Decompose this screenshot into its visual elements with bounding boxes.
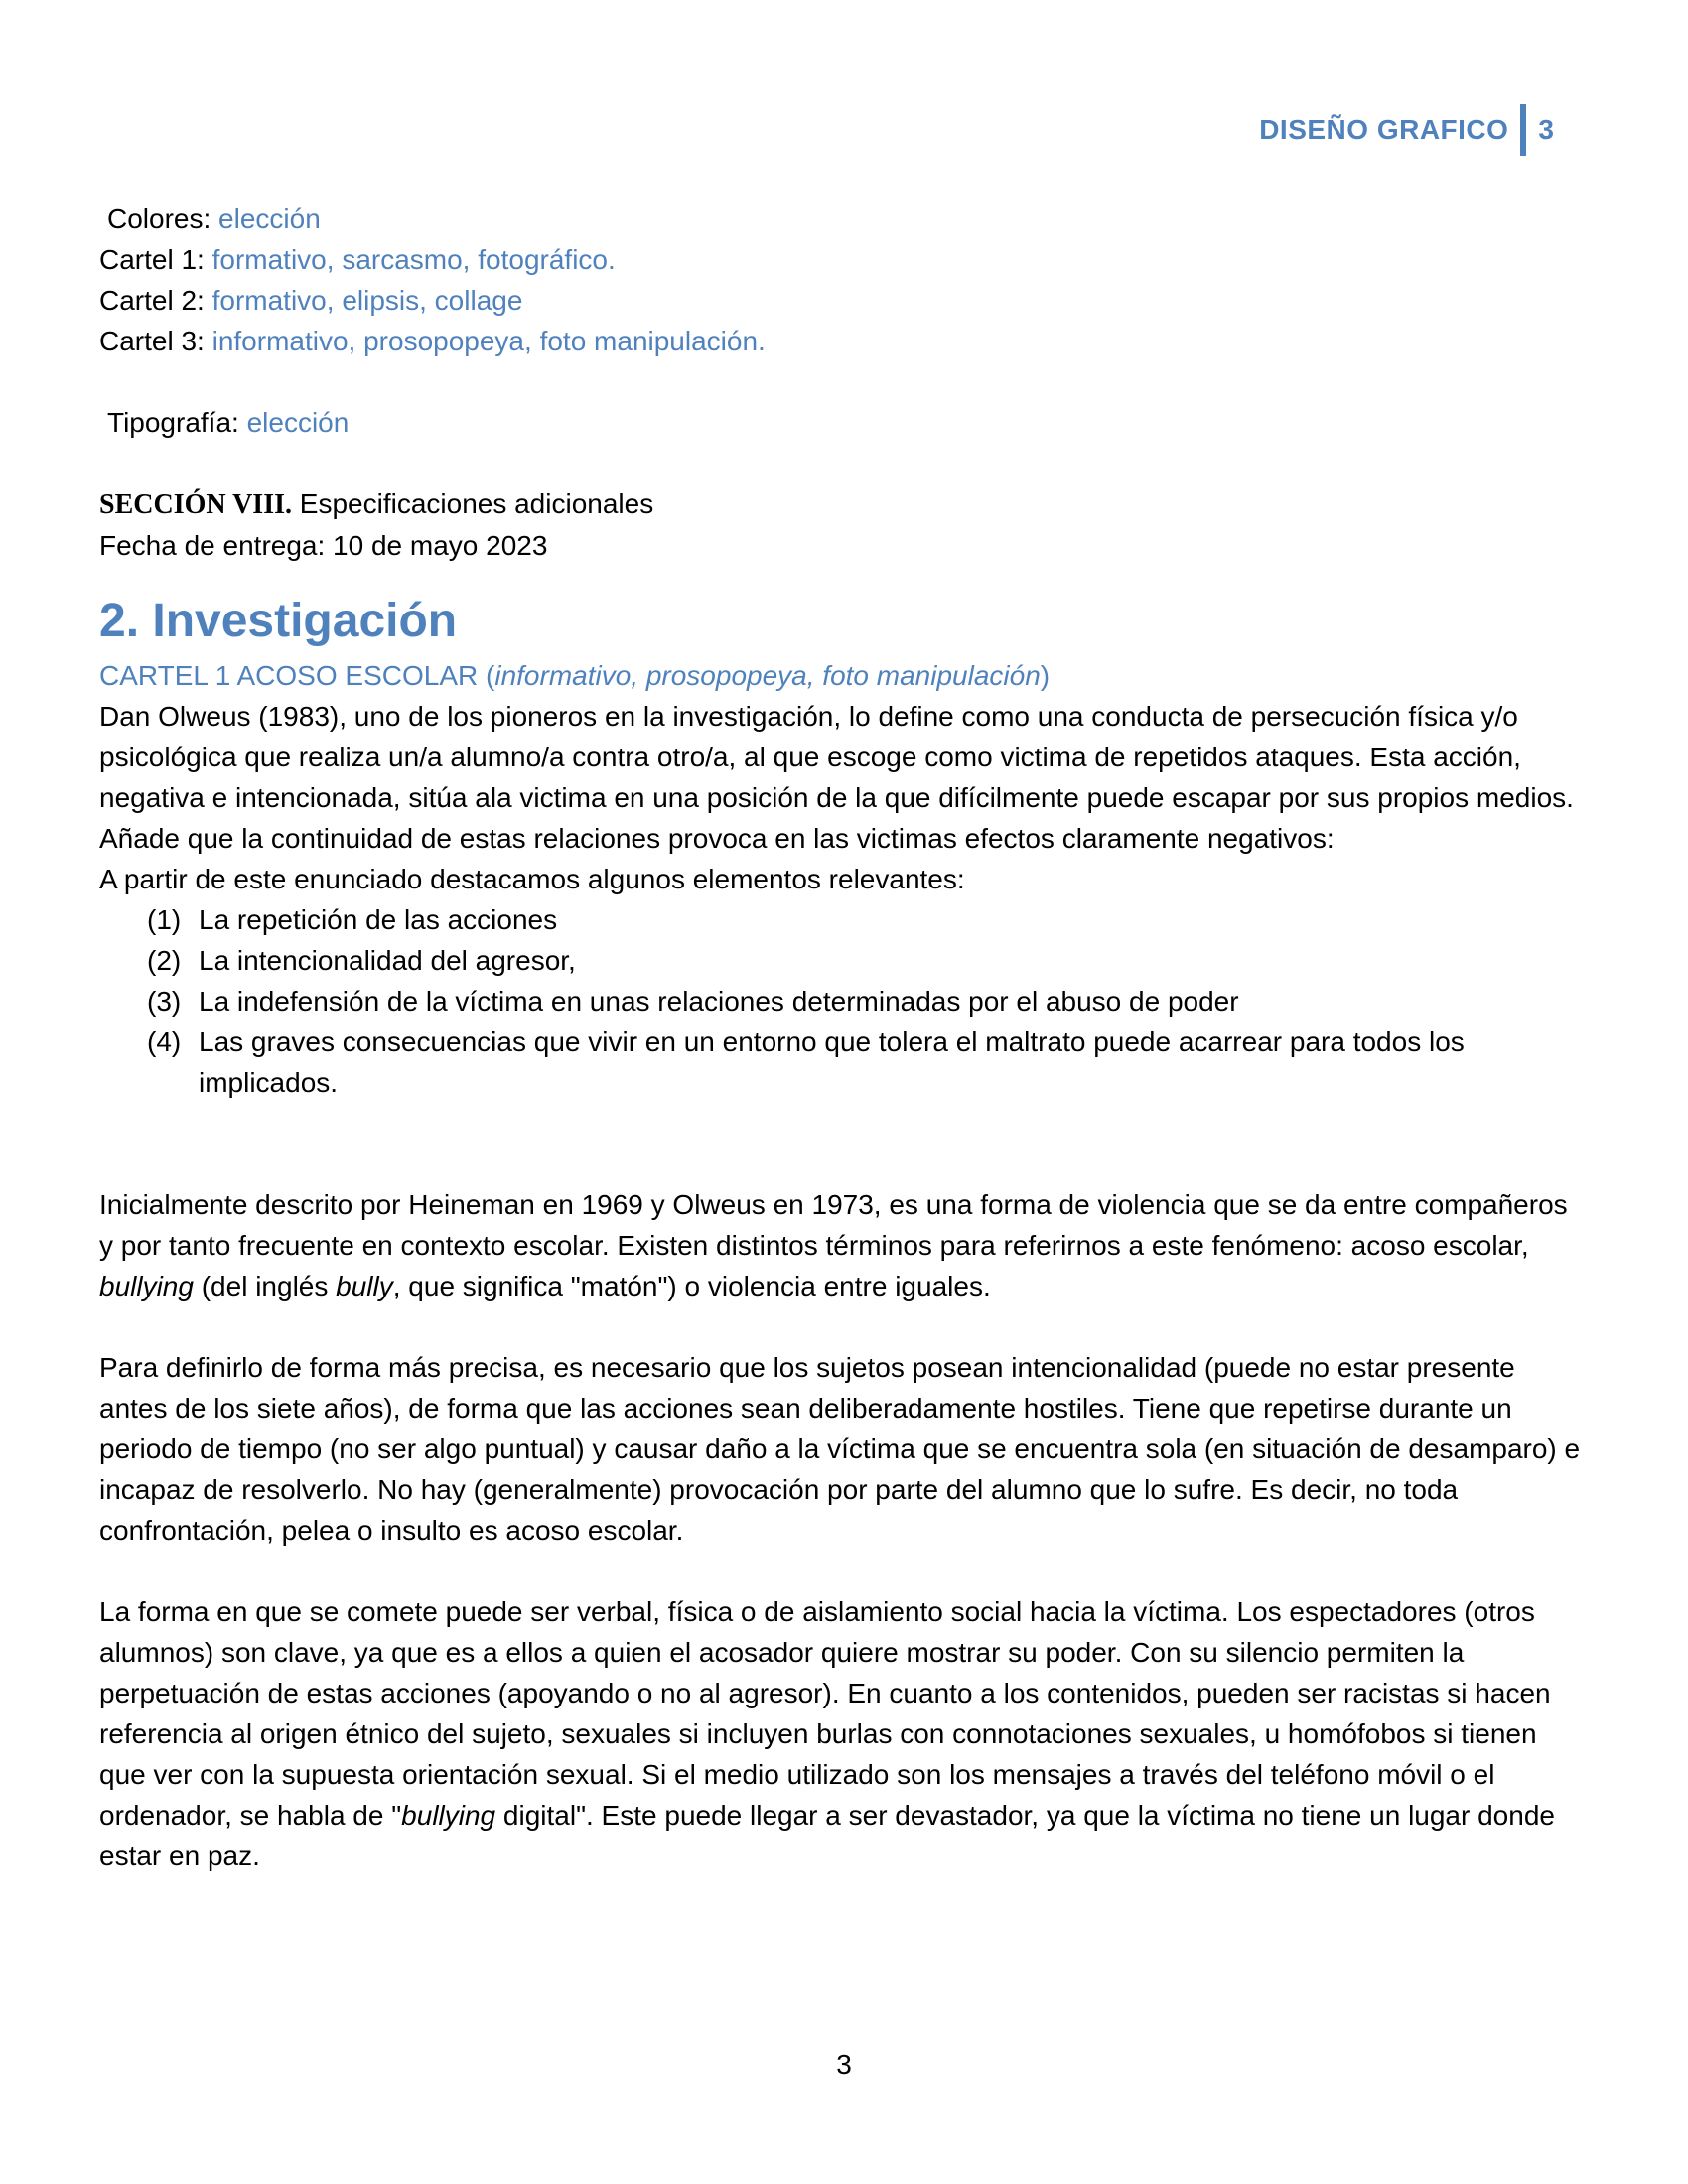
list-item: [99, 1022, 1589, 1103]
spec-tipografia: [99, 402, 1589, 443]
spec-value: formativo, elipsis, collage: [211, 285, 523, 316]
spacer: [99, 361, 1589, 402]
spec-value: informativo, prosopopeya, foto manipulación.: [211, 326, 766, 356]
header-page-number: 3: [1538, 114, 1554, 145]
spec-label: Colores:: [107, 204, 211, 234]
list-number: (4): [147, 1026, 182, 1057]
spec-label: Cartel 3:: [99, 326, 205, 356]
spec-label: Cartel 2:: [99, 285, 205, 316]
paragraph-2: [99, 1184, 1589, 1306]
spacer: [99, 1144, 1589, 1184]
list-item: [99, 940, 1589, 981]
list-number: (3): [147, 986, 182, 1017]
spec-cartel-3: [99, 321, 1589, 361]
footer-page-number: 3: [836, 2049, 852, 2080]
section-8-title: [99, 483, 1589, 525]
spec-value: elección: [246, 407, 350, 438]
spec-label: Tipografía:: [107, 407, 239, 438]
document-body: [99, 199, 1589, 1876]
subheading-text: CARTEL 1 ACOSO ESCOLAR (: [99, 660, 495, 691]
paragraph-4: [99, 1591, 1589, 1876]
spec-label: Cartel 1:: [99, 244, 205, 275]
paragraph-3: Para definirlo de forma más precisa, es necesario que los sujetos posean intencionalidad (puede no estar presente antes de los siete años), de forma que las acciones sean deliberadamente hostiles. Tiene que repetirse durante un periodo de tiempo (no ser algo puntual) y causar daño a la víctima que se encuentra sola (en situación de desamparo) e incapaz de resolverlo. No hay (generalmente) provocación por parte del alumno que lo sufre. Es decir, no toda confrontación, pelea o insulto es acoso escolar.: [99, 1352, 1581, 1546]
page-header: [1259, 105, 1554, 155]
list-number: (2): [147, 945, 182, 976]
spacer: [99, 1551, 1589, 1591]
spec-cartel-2: [99, 280, 1589, 321]
list-intro: A partir de este enunciado destacamos algunos elementos relevantes:: [99, 864, 965, 894]
paragraph-1: Dan Olweus (1983), uno de los pioneros en la investigación, lo define como una conducta de persecución física y/o psicológica que realiza un/a alumno/a contra otro/a, al que escoge como victima de repetidos ataques. Esta acción, negativa e intencionada, sitúa ala victima en una posición de la que difícilmente puede escapar por sus propios medios. Añade que la continuidad de estas relaciones provoca en las victimas efectos claramente negativos:: [99, 701, 1574, 854]
list-item: [99, 899, 1589, 940]
list-text: La indefensión de la víctima en unas relaciones determinadas por el abuso de poder: [199, 986, 1239, 1017]
spacer: [99, 1103, 1589, 1144]
numbered-list: [99, 899, 1589, 1103]
header-divider: [1520, 104, 1526, 156]
list-number: (1): [147, 904, 182, 935]
spec-colores: [99, 199, 1589, 239]
spacer: [99, 443, 1589, 483]
spec-value: formativo, sarcasmo, fotográfico.: [211, 244, 616, 275]
subheading-italic: informativo, prosopopeya, foto manipulación: [494, 660, 1041, 691]
text-run: digital". Este puede llegar a ser devastador, ya que la víctima no tiene un lugar donde estar en paz.: [99, 1800, 1555, 1871]
spacer: [99, 1306, 1589, 1347]
text-run-italic: bullying: [99, 1271, 194, 1301]
list-text: La intencionalidad del agresor,: [199, 945, 576, 976]
spec-value: elección: [218, 204, 321, 234]
section-heading: 2. Investigación: [99, 595, 458, 647]
header-title: DISEÑO GRAFICO: [1259, 114, 1509, 145]
text-run: Inicialmente descrito por Heineman en 1969 y Olweus en 1973, es una forma de violencia que se da entre compañeros y por tanto frecuente en contexto escolar. Existen distintos términos para referirnos a este fenómeno: acoso escolar,: [99, 1189, 1568, 1261]
text-run: (del inglés: [193, 1271, 337, 1301]
text-run: , que significa "matón") o violencia entre iguales.: [392, 1271, 991, 1301]
section-title: Especificaciones adicionales: [299, 488, 654, 519]
spec-cartel-1: [99, 239, 1589, 280]
text-run-italic: bully: [336, 1271, 393, 1301]
text-run-italic: bullying: [401, 1800, 496, 1831]
text-run: La forma en que se comete puede ser verbal, física o de aislamiento social hacia la víctima. Los espectadores (otros alumnos) son clave, ya que es a ellos a quien el acosador quiere mostrar su poder. Con su silencio permiten la perpetuación de estas acciones (apoyando o no al agresor). En cuanto a los contenidos, pueden ser racistas si hacen referencia al origen étnico del sujeto, sexuales si incluyen burlas con connotaciones sexuales, u homófobos si tienen que ver con la supuesta orientación sexual. Si el medio utilizado son los mensajes a través del teléfono móvil o el ordenador, se habla de ": [99, 1596, 1551, 1831]
delivery-date: Fecha de entrega: 10 de mayo 2023: [99, 530, 548, 561]
list-text: La repetición de las acciones: [199, 904, 558, 935]
subheading: [99, 655, 1589, 696]
subheading-close: ): [1040, 660, 1051, 691]
list-text: Las graves consecuencias que vivir en un entorno que tolera el maltrato puede acarrear para todos los implicados.: [199, 1026, 1465, 1098]
section-label: SECCIÓN VIII.: [99, 489, 292, 520]
list-item: [99, 981, 1589, 1022]
